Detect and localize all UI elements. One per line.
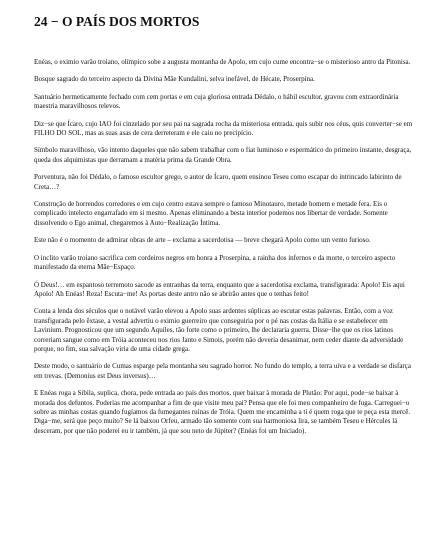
paragraph: Enéas, o eximio varão troiano, olímpico sobe a augusta montanha de Apolo, em cujo cume encontra−se o misterioso antro da Pitonisa. (34, 58, 411, 66)
paragraph: Ó Deus!… em espantoso terremoto sacode as entranhas da terra, enquanto que a sacerdotisa exclama, transfigurada: Apolo! Eis aqui Apolo! Ah Enéas! Reza! Escuta−me! As portas deste antro não se abrirão antes que o tenhas feito! (34, 280, 405, 298)
paragraph: Deste modo, o santuário de Cumas esparge pela montanha seu sagrado horror. No fundo do templo, a terra uiva e a verdade se disfarça em trevas. (Demonius est Deus inversus)… (34, 362, 411, 380)
paragraph: Bosque sagrado do terceiro aspecto da Divina Mãe Kundalini, selva inefável, de Hécate, Proserpina. (34, 75, 315, 84)
paragraph: O inclito varão troiano sacrifica cem cordeiros negros em honra a Proserpina, a rainha dos infernos e da morte, o terceiro aspecto manifestado da eterna Mãe−Espaço. (34, 253, 396, 272)
paragraph: Conta a lenda dos séculos que o notável varão elevou a Apolo suas ardentes súplicas ao escutar estas palavras. Então, com a voz transfigurada pelo êxtase, a vestal advertiu o eximio guerreiro que conseguiria por o pé nas costas da Itália e se estabelecer em Lavinium. Prognosticou que um segundo Aquiles, tão forte como o primeiro, lhe declararia guerra. Disse−lhe que os rios latinos correriam sangue como em Tróia aconteceu nos rios Janto e Simois, porém não deveria desanimar, nem ceder diante da adversidade porque, no fim, sua salvação viria de uma cidade grega. (34, 307, 404, 353)
paragraph: Santuário hermeticamente fechado com cem portas e em cuja gloriosa entrada Dédalo, o hábil escultor, gravou com extraordinária maestria maravilhosos relevos. (34, 92, 399, 111)
paragraph: Porventura, não foi Dédalo, o famoso escultor grego, o autor de Ícaro, quem ensinou Teseu como escapar do intrincado labirinto de Creta…? (34, 173, 402, 191)
paragraph: E Enéas roga a Sibila, suplica, chora, pede entrada ao país dos mortos, quer baixar à morada de Plutão: Por aqui, pode−se baixar à morada dos defuntos. Poderias me acompanhar a fim de que visite meu pai? Pensa que ele foi meu companheiro de fuga. Carreguei−o sobre as minhas costas quando fugíamos da fumegantes ruínas de Tróia. Quem me encaminha a ti é quem roga que te peça esta mercê. Diga−me, será que peço muito? Se lá baixou Orfeu, armado tão somente com sua harmoniosa lira, se também Teseu e Hércules lá desceram, por que não poderei eu ir também, já que sou neto de Júpiter? (Enéas foi um Iniciado). (34, 389, 411, 435)
paragraph: Diz−se que Ícaro, cujo IAO foi cinzelado por seu pai na sagrada rocha da misteriosa entrada, quis subir nos céus, quis converter−se em FILHO DO SOL, mas as suas asas de cera derreteram e ele caiu no precipício. (34, 119, 413, 138)
paragraph: Construção de horrendos corredores e em cujo centro estava sempre o famoso Minotauro, metade homem e metade fera. Eis o complicado intelecto engarrafado em si mesmo. Apenas eliminando a besta interior podemos nos libertar de verdade. Somente dissolvendo o Ego animal, chegaremos à Auto−Realização Íntima. (34, 200, 388, 227)
paragraph: Este não é o momento de admirar obras de arte – exclama a sacerdotisa — breve chegará Apolo como um vento furioso. (34, 236, 371, 245)
paragraph: Símbolo maravilhoso, vão intento daqueles que não sabem trabalhar com o fiat luminoso e espermático do primeiro instante, desgraça, queda dos alquimistas que derramam a matéria prima da Grande Obra. (34, 146, 412, 164)
chapter-title: 24 − O PAÍS DOS MORTOS (34, 14, 200, 29)
